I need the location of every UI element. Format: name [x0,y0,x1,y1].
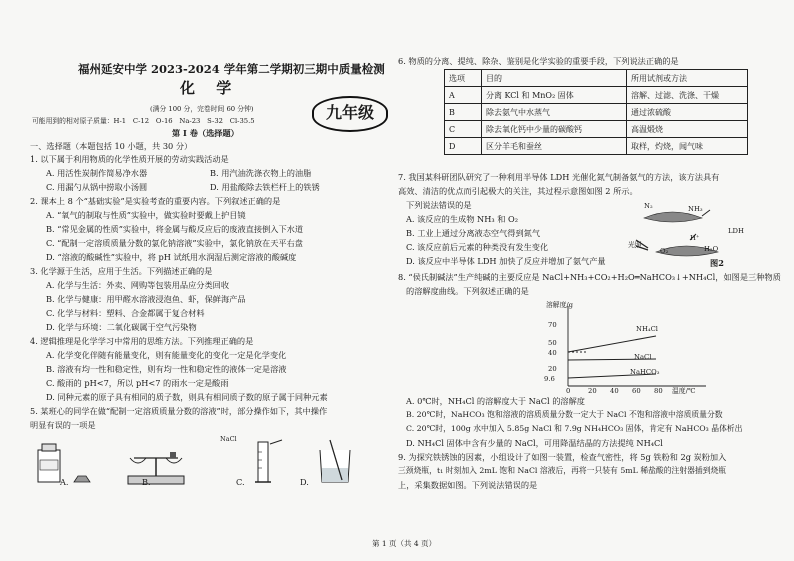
atomic-masses: 可能用到的相对原子质量：H-1 C-12 O-16 Na-23 S-32 Cl-35.5 [32,117,255,125]
table-cell: D [445,138,482,155]
subject-title: 化 学 [180,79,240,97]
table-header-cell: 选项 [445,70,482,87]
table-cell: 除去氨气中水蒸气 [482,104,627,121]
q4-option-b: B. 溶液有均一性和稳定性，则有均一性和稳定性的液体一定是溶液 [46,364,287,374]
table-row [445,121,748,138]
q8-option-d: D. NH₄Cl 固体中含有少量的 NaCl，可用降温结晶的方法提纯 NH₄Cl [406,438,663,448]
q7-h-label: H⁺ [690,234,700,242]
chart-y-label: 溶解度/g [546,301,574,309]
table-row [445,104,748,121]
table-row [445,87,748,104]
q3-stem: 3. 化学源于生活，应用于生活。下列描述正确的是 [30,266,213,276]
reagent-bottle-icon [38,444,60,482]
q8-stem-cont: 的溶解度曲线。下列叙述正确的是 [406,286,529,296]
q8-stem: 8. “侯氏制碱法”生产纯碱的主要反应是 NaCl+NH₃+CO₂+H₂O═NaHCO₃↓+NH₄Cl，如图是三种物质 [398,272,781,282]
nahco3-label: NaHCO₃ [630,368,660,376]
q7-h2o-label: H₂O [704,245,719,253]
nh4cl-curve [568,336,656,352]
x-tick-label: 40 [610,387,619,395]
q8-option-a: A. 0℃时，NH₄Cl 的溶解度大于 NaCl 的溶解度 [406,396,585,406]
q5-option-d: D. [300,477,309,487]
q7-stem-cont: 高效、清洁的优点而引起极大的关注，其过程示意图如图 2 所示。 [398,186,638,196]
q4-stem: 4. 逻辑推理是化学学习中常用的思维方法。下列推理正确的是 [30,336,254,346]
table-header-cell: 所用试剂或方法 [627,70,748,87]
page-footer: 第 1 页（共 4 页） [372,539,437,548]
x-tick-label: 60 [632,387,641,395]
q3-option-a: A. 化学与生活：外卖、网购等包装用品应分类回收 [46,280,230,290]
q5-option-c: C. [236,477,245,487]
y-tick-label: 9.6 [544,375,555,383]
q1-stem: 1. 以下属于利用物质的化学性质开展的劳动实践活动是 [30,154,229,164]
q1-option-b: B. 用汽油洗涤衣物上的油脂 [210,168,312,178]
y-tick-label: 50 [548,339,557,347]
q4-option-a: A. 化学变化伴随有能量变化，则有能量变化的变化一定是化学变化 [46,350,287,360]
q2-stem: 2. 课本上 8 个“基础实验”是实验考查的重要内容。下列叙述正确的是 [30,196,281,206]
table-header-row [445,70,748,87]
q5-apparatus-figure [30,432,388,490]
q9-stem-cont2: 上，采集数据如图。下列说法错误的是 [398,480,538,490]
table-cell: 通过浓硫酸 [627,104,748,121]
q5-option-b: B. [142,477,151,487]
nh4cl-label: NH₄Cl [636,325,658,333]
q2-option-b: B. “常见金属的性质”实验中，将金属与酸反应后的废液直接倒入下水道 [46,224,304,234]
q9-stem-cont: 三颈烧瓶，t₁ 时刻加入 2mL 饱和 NaCl 溶液后，再将一只装有 5mL 稀盐酸的注射器插到烧瓶 [398,466,727,475]
balance-icon [128,452,184,484]
table-cell: 分离 KCl 和 MnO₂ 固体 [482,87,627,104]
q3-option-b: B. 化学与健康：用甲醛水溶液浸泡鱼、虾，保鲜海产品 [46,294,246,304]
q6-table [444,69,748,155]
q7-option-a: A. 该反应的生成物 NH₃ 和 O₂ [406,214,519,224]
q1-option-a: A. 用活性炭制作简易净水器 [46,168,148,178]
x-tick-label: 80 [654,387,663,395]
y-tick-label: 70 [548,321,557,329]
q7-nh3-label: NH₃ [688,205,703,213]
y-tick-label: 20 [548,365,557,373]
q7-ldh-label: LDH [728,227,744,235]
y-tick-label: 40 [548,349,557,357]
graduated-cylinder-icon [255,440,282,482]
q8-solubility-chart [546,300,718,394]
nacl-label: NaCl [634,353,652,361]
q1-option-c: C. 用漏勺从锅中捞取小汤圆 [46,182,148,192]
q7-option-b: B. 工业上通过分离液态空气得到氮气 [406,228,541,238]
sample-pile-icon [74,476,90,482]
q2-option-d: D. “溶液的酸碱性”实验中，将 pH 试纸用水润湿后测定溶液的酸碱度 [46,252,297,262]
table-cell: 高温煅烧 [627,121,748,138]
x-tick-label: 20 [588,387,597,395]
q5-nacl-label: NaCl [220,435,237,443]
grade-stamp: 九年级 [312,96,388,132]
q9-stem: 9. 为探究铁锈蚀的因素，小组设计了如图一装置，检查气密性，将 5g 铁粉和 2g 炭粉加入 [398,452,727,462]
table-cell: 除去氧化钙中少量的碳酸钙 [482,121,627,138]
q7-option-c: C. 该反应前后元素的种类没有发生变化 [406,242,549,252]
table-cell: 取样，灼烧，闻气味 [627,138,748,155]
q7-light-label: 光照 [628,241,642,249]
q3-option-c: C. 化学与材料：塑料、合金都属于复合材料 [46,308,205,318]
q7-n2-label: N₂ [644,202,653,210]
q7-stem-cont2: 下列说法错误的是 [406,200,472,210]
q4-option-c: C. 酸雨的 pH<7，所以 pH<7 的雨水一定是酸雨 [46,378,229,388]
table-header-cell: 目的 [482,70,627,87]
q7-figure-caption: 图2 [710,258,724,268]
q7-o2-label: O₂ [660,247,669,255]
q8-option-b: B. 20℃时，NaHCO₃ 饱和溶液的溶质质量分数一定大于 NaCl 不饱和溶液中溶质质量分数 [406,410,723,419]
section-title: 一、选择题（本题包括 10 小题，共 30 分） [30,141,193,151]
table-cell: 区分羊毛和蚕丝 [482,138,627,155]
q4-option-d: D. 同种元素的原子具有相同的质子数，则具有相同质子数的原子属于同种元素 [46,392,328,402]
beaker-icon [320,440,350,482]
q5-stem: 5. 某班心的同学在做“配制一定溶质质量分数的溶液”时，部分操作如下，其中操作 [30,406,328,416]
x-tick-label: 0 [566,387,571,395]
table-cell: A [445,87,482,104]
q1-option-d: D. 用盐酸除去铁栏杆上的铁锈 [210,182,320,192]
table-cell: 溶解、过滤、洗涤、干燥 [627,87,748,104]
exam-title: 福州延安中学 2023-2024 学年第二学期初三期中质量检测 [78,62,385,76]
exam-info: (满分 100 分，完卷时间 60 分钟) [150,105,254,113]
q7-stem: 7. 我国某科研团队研究了一种利用半导体 LDH 光催化氮气制备氨气的方法，该方法具有 [398,172,720,182]
q6-stem: 6. 物质的分离、提纯、除杂、鉴别是化学实验的重要手段，下列说法正确的是 [398,56,679,66]
q2-option-a: A. “氧气的制取与性质”实验中，做实验时要戴上护目镜 [46,210,246,220]
q2-option-c: C. “配制一定溶质质量分数的氯化钠溶液”实验中，氯化钠放在天平右盘 [46,238,303,248]
q5-stem-cont: 明显有误的一项是 [30,420,96,430]
q8-option-c: C. 20℃时，100g 水中加入 5.85g NaCl 和 7.9g NH₄HCO₃ 固体，肯定有 NaHCO₃ 晶体析出 [406,424,743,433]
q3-option-d: D. 化学与环境：二氧化碳属于空气污染物 [46,322,197,332]
q7-option-d: D. 该反应中半导体 LDH 加快了反应并增加了氨气产量 [406,256,606,266]
q5-option-a: A. [60,477,69,487]
table-cell: C [445,121,482,138]
table-cell: B [445,104,482,121]
part-title: 第 I 卷（选择题） [172,128,239,138]
chart-x-label: 温度/℃ [672,387,696,395]
table-row [445,138,748,155]
